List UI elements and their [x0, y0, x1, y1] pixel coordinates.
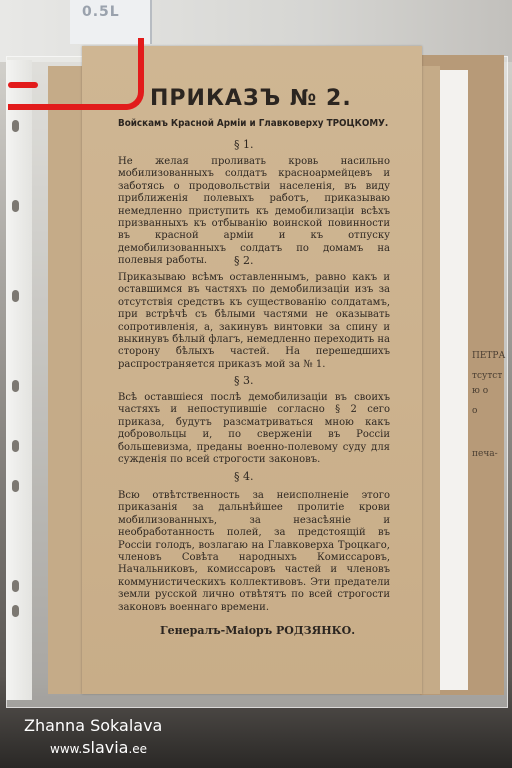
url-main: slavia: [82, 738, 129, 757]
punch-hole: [12, 200, 19, 212]
watermark-author: Zhanna Sokalava: [24, 716, 163, 735]
watermark-url[interactable]: [50, 738, 147, 757]
punch-hole: [12, 605, 19, 617]
section-number: § 1.: [234, 138, 254, 151]
back-fragment: ю о: [472, 386, 489, 396]
section-text: Не желая проливать кровь насильно мобилизованныхъ солдатъ красноармейцевъ и заботясь о продовольствіи населенія, въ виду приближенія полевыхъ работъ, приказываю немедленно приступить къ демобилизаціи всѣхъ призванныхъ къ отбыванію воинской повинности въ красной арміи и къ отпуску демобилизованныхъ солдатъ по домамъ на полевыя работы.: [118, 156, 390, 267]
red-marker-end: [8, 82, 38, 88]
url-prefix: www.: [50, 742, 83, 756]
url-suffix: .ee: [128, 742, 148, 756]
back-fragment: ПЕТРА: [472, 351, 506, 361]
section-text: Приказываю всѣмъ оставленнымъ, равно какъ и оставшимся въ частяхъ по демобилизаціи изъ за отсутствія средствъ къ существованію солдатамъ, при встрѣчѣ съ бѣлыми частями не оказывать сопротивленія, а, закинувъ винтовки за спину и выкинувъ бѣлый флагъ, немедленно переходить на сторону бѣлыхъ частей. На перешедшихъ распространяется приказъ мой за № 1.: [118, 272, 390, 370]
section-text: Всѣ оставшіеся послѣ демобилизаціи въ своихъ частяхъ и непоступившіе согласно § 2 сего приказа, будутъ разсматриваться мною какъ добровольцы и, по сверженіи въ Россіи большевизма, преданы военно-полевому суду для сужденія по всей строгости законовъ.: [118, 392, 390, 466]
back-fragment: печа-: [472, 449, 498, 459]
section-number: § 3.: [234, 374, 254, 387]
back-fragment: о: [472, 406, 478, 416]
section-number: § 2.: [234, 254, 254, 267]
punch-hole: [12, 290, 19, 302]
section-text: Всю отвѣтственность за неисполненіе этого приказанія за дальнѣйшее пролитіе крови мобилизованныхъ, за незасѣяніе и необработанность полей, за предстоящій въ Россіи голодъ, возлагаю на Главковерха Троцкаго, членовъ Совѣта народныхъ Комиссаровъ, Начальниковъ, комиссаровъ частей и членовъ коммунистическихъ коллективовъ. Эти предатели земли русской лично отвѣтятъ по всей строгости законовъ военнаго времени.: [118, 490, 390, 613]
section-number: § 4.: [234, 470, 254, 483]
back-fragment: тсутст: [472, 371, 503, 381]
punch-hole: [12, 580, 19, 592]
document-subtitle: Войскамъ Красной Арміи и Главковерху ТРОЦКОМУ.: [118, 118, 389, 129]
red-marker-line: [8, 38, 144, 110]
document-signature: Генералъ-Маіоръ РОДЗЯНКО.: [160, 624, 356, 637]
binder-strip: [6, 60, 32, 700]
punch-hole: [12, 380, 19, 392]
document-title: ПРИКАЗЪ № 2.: [150, 86, 352, 111]
punch-hole: [12, 120, 19, 132]
punch-hole: [12, 480, 19, 492]
box-label-text: 0.5L: [82, 4, 120, 20]
punch-hole: [12, 440, 19, 452]
back-sheet-white: [436, 70, 468, 690]
